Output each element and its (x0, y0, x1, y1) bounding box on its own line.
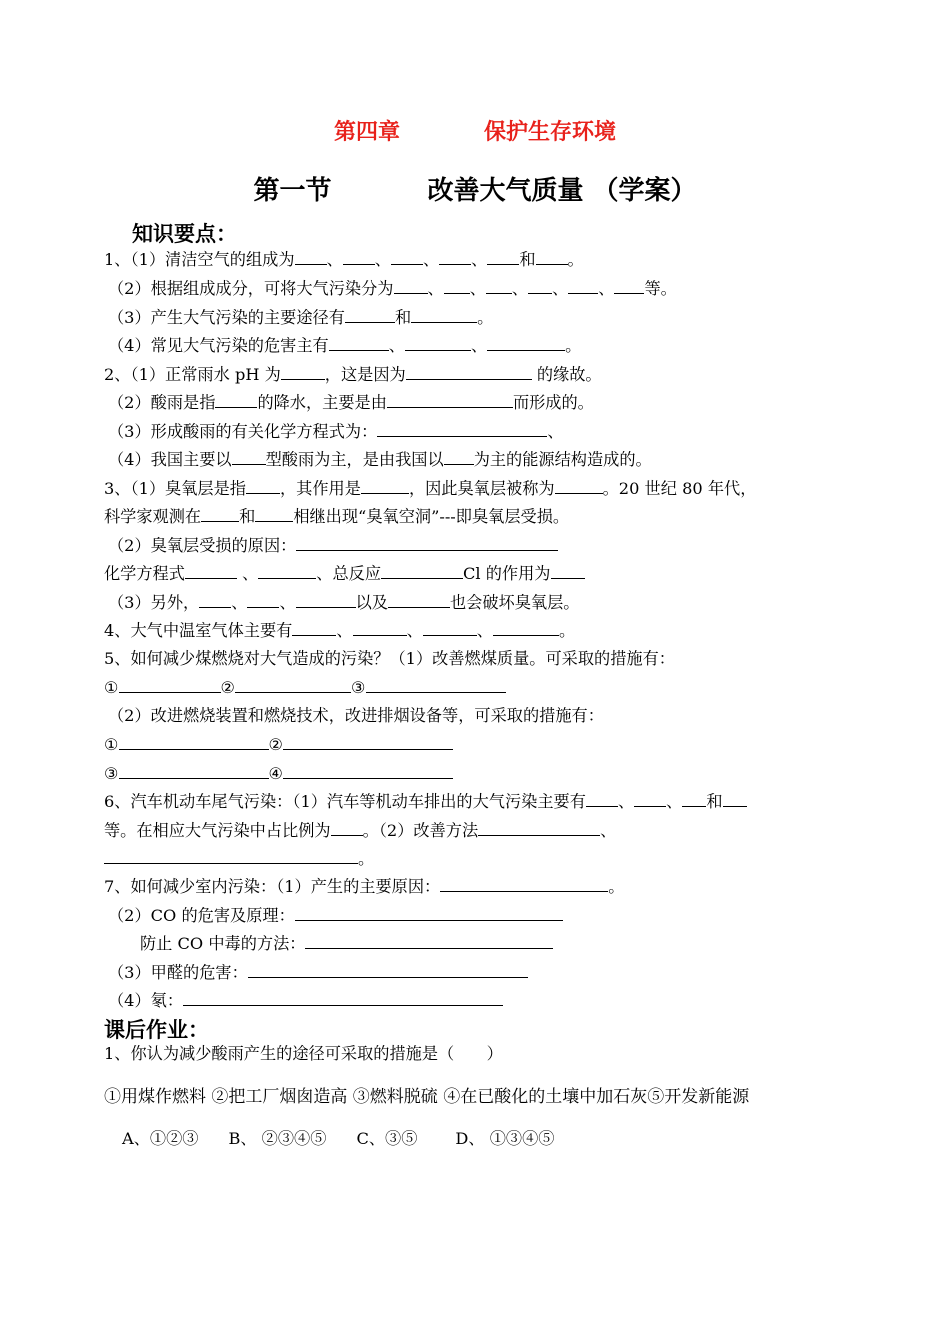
line-text: 、 (406, 621, 423, 640)
q2-2 (108, 392, 594, 413)
q3-2 (108, 535, 558, 556)
line-text: （2）根据组成成分，可将大气污染分为 (108, 279, 394, 298)
answer-blank[interactable] (406, 364, 532, 380)
answer-blank[interactable] (295, 905, 563, 921)
answer-blank[interactable] (586, 791, 618, 807)
line-text: 、 (279, 593, 296, 612)
choice-d: D、 ①③④⑤ (455, 1129, 555, 1148)
line-text: 、 (476, 621, 493, 640)
line-text: 和 (706, 792, 723, 811)
answer-blank[interactable] (343, 249, 375, 265)
answer-blank[interactable] (353, 620, 407, 636)
line-text: （3）甲醛的危害： (108, 963, 248, 982)
q6-1 (104, 791, 747, 812)
line-text: 、 (469, 279, 486, 298)
answer-blank[interactable] (199, 592, 231, 608)
answer-blank[interactable] (366, 677, 506, 693)
line-text: 、 (422, 250, 440, 269)
line-text: 为主的能源结构造成的。 (473, 450, 652, 469)
answer-blank[interactable] (295, 249, 327, 265)
answer-blank[interactable] (292, 620, 336, 636)
chapter-number: 第四章 (333, 119, 400, 145)
answer-blank[interactable] (119, 677, 221, 693)
q6-2 (104, 820, 616, 841)
line-text: ，其作用是 (280, 479, 361, 498)
answer-blank[interactable] (104, 848, 358, 864)
line-text: 。 (558, 621, 576, 640)
homework-choices (122, 1129, 554, 1149)
line-text: 4、大气中温室气体主要有 (104, 621, 293, 640)
line-text: （4）常见大气污染的危害主有 (108, 336, 329, 355)
answer-blank[interactable] (440, 876, 608, 892)
line-text: ，这是因为 (324, 365, 406, 384)
answer-blank[interactable] (246, 478, 280, 494)
answer-blank[interactable] (183, 990, 503, 1006)
line-text: 。 (358, 849, 375, 868)
answer-blank[interactable] (381, 563, 463, 579)
answer-blank[interactable] (119, 734, 269, 750)
answer-blank[interactable] (387, 392, 513, 408)
line-text: 、 (326, 250, 343, 269)
answer-blank[interactable] (388, 592, 450, 608)
line-text: Cl 的作用为 (463, 564, 551, 583)
answer-blank[interactable] (486, 278, 512, 294)
line-text: 5、如何减少煤燃烧对大气造成的污染？（1）改善燃煤质量。可采取的措施有： (104, 649, 675, 668)
answer-blank[interactable] (377, 421, 547, 437)
line-text: 化学方程式 (104, 564, 185, 583)
answer-blank[interactable] (439, 249, 471, 265)
q1-4 (108, 335, 581, 356)
line-text: 6、汽车机动车尾气污染：（1）汽车等机动车排出的大气污染主要有 (104, 792, 586, 811)
line-text: 相继出现“臭氧空洞”---即臭氧层受损。 (293, 507, 570, 526)
answer-blank[interactable] (487, 335, 565, 351)
line-text: 。（2）改善方法 (362, 821, 479, 840)
answer-blank[interactable] (444, 449, 474, 465)
answer-blank[interactable] (444, 278, 470, 294)
line-text: 7、如何减少室内污染：（1）产生的主要原因： (104, 877, 441, 896)
answer-blank[interactable] (394, 278, 428, 294)
answer-blank[interactable] (405, 335, 471, 351)
line-text: 、 (388, 336, 405, 355)
q1-3 (108, 307, 493, 328)
q3-1 (104, 478, 756, 499)
answer-blank[interactable] (551, 563, 585, 579)
section-name: 改善大气质量 （学案） (427, 176, 697, 206)
choice-a: A、①②③ (122, 1129, 199, 1148)
line-text: 、总反应 (316, 564, 382, 583)
line-text: 以及 (355, 593, 388, 612)
answer-blank[interactable] (296, 592, 356, 608)
q7-2 (108, 905, 563, 926)
chapter-name: 保护生存环境 (484, 119, 617, 145)
q7-1 (104, 876, 624, 897)
choice-c: C、③⑤ (356, 1129, 418, 1148)
line-text: （3）另外， (108, 593, 200, 612)
line-text: 、 (552, 279, 569, 298)
answer-blank[interactable] (391, 249, 423, 265)
line-text: ① (104, 735, 119, 754)
line-text: （2）CO 的危害及原理： (108, 906, 295, 925)
line-text: 。 (608, 877, 625, 896)
answer-blank[interactable] (345, 307, 395, 323)
answer-blank[interactable] (283, 734, 453, 750)
line-text: ② (268, 735, 284, 754)
line-text: （4）氡： (108, 991, 184, 1010)
line-text: （3）产生大气污染的主要途径有 (108, 308, 345, 327)
line-text: 1、（1）清洁空气的组成为 (104, 250, 295, 269)
q2-4 (108, 449, 652, 470)
q5-2-blanks-a (104, 734, 453, 755)
homework-question: 1、你认为减少酸雨产生的途径可采取的措施是（ ） (104, 1044, 503, 1063)
answer-blank[interactable] (281, 364, 325, 380)
homework-heading: 课后作业： (104, 1017, 209, 1042)
q4 (104, 620, 575, 641)
line-text: 、 (598, 279, 615, 298)
line-text: 2、（1）正常雨水 pH 为 (104, 365, 281, 384)
line-text: 型酸雨为主，是由我国以 (265, 450, 444, 469)
line-text: （3）形成酸雨的有关化学方程式为： (108, 422, 378, 441)
q7-3 (108, 962, 528, 983)
line-text: （4）我国主要以 (108, 450, 232, 469)
answer-blank[interactable] (423, 620, 477, 636)
answer-blank[interactable] (232, 449, 266, 465)
q5-1 (104, 649, 675, 669)
q5-2 (108, 706, 604, 726)
line-text: 、 (427, 279, 444, 298)
line-text: ③ (351, 678, 366, 697)
line-text: 、 (470, 336, 488, 355)
q7-4 (108, 990, 503, 1011)
answer-blank[interactable] (235, 677, 351, 693)
answer-blank[interactable] (478, 820, 600, 836)
q5-1-blanks (104, 677, 506, 698)
line-text: 、 (547, 422, 564, 441)
answer-blank[interactable] (185, 563, 237, 579)
answer-blank[interactable] (305, 933, 553, 949)
line-text: 的缘故。 (531, 365, 602, 384)
answer-blank[interactable] (682, 791, 706, 807)
line-text: （2）酸雨是指 (108, 393, 216, 412)
line-text: 也会破坏臭氧层。 (450, 593, 580, 612)
line-text: 。 (477, 308, 494, 327)
answer-blank[interactable] (255, 506, 293, 522)
line-text: 。 (565, 336, 582, 355)
answer-blank[interactable] (331, 820, 363, 836)
answer-blank[interactable] (536, 249, 568, 265)
q1-2 (108, 278, 677, 299)
line-text: 、 (236, 564, 259, 583)
line-text: 3、（1）臭氧层是指 (104, 479, 246, 498)
q3-2b (104, 563, 585, 584)
line-text: 、 (666, 792, 683, 811)
line-text: 防止 CO 中毒的方法： (140, 934, 306, 953)
line-text: 等。 (644, 279, 677, 298)
line-text: （2）改进燃烧装置和燃烧技术，改进排烟设备等，可采取的措施有： (108, 706, 604, 725)
line-text: （2）臭氧层受损的原因： (108, 536, 297, 555)
answer-blank[interactable] (568, 278, 598, 294)
line-text: ② (220, 678, 236, 697)
q5-2-blanks-b (104, 763, 453, 784)
answer-blank[interactable] (201, 506, 239, 522)
answer-blank[interactable] (296, 535, 558, 551)
answer-blank[interactable] (215, 392, 257, 408)
line-text: 、 (471, 250, 488, 269)
q3-3 (108, 592, 580, 613)
answer-blank[interactable] (528, 278, 552, 294)
line-text: 而形成的。 (512, 393, 594, 412)
answer-blank[interactable] (119, 763, 269, 779)
line-text: ，因此臭氧层被称为 (408, 479, 555, 498)
answer-blank[interactable] (258, 563, 316, 579)
q6-3 (104, 848, 374, 869)
knowledge-heading: 知识要点： (132, 221, 237, 246)
answer-blank[interactable] (555, 478, 603, 494)
line-text: ④ (268, 764, 284, 783)
line-text: 和 (519, 250, 536, 269)
line-text: ① (104, 678, 119, 697)
answer-blank[interactable] (411, 307, 477, 323)
line-text: 。 (567, 250, 584, 269)
answer-blank[interactable] (487, 249, 519, 265)
line-text: 、 (336, 621, 353, 640)
line-text: 和 (239, 507, 256, 526)
answer-blank[interactable] (248, 962, 528, 978)
answer-blank[interactable] (329, 335, 389, 351)
line-text: 。20 世纪 80 年代， (602, 479, 757, 498)
line-text: 、 (511, 279, 529, 298)
answer-blank[interactable] (723, 791, 747, 807)
line-text: 的降水，主要是由 (257, 393, 387, 412)
section-title (0, 170, 950, 207)
q2-3 (108, 421, 564, 442)
section-number: 第一节 (253, 176, 332, 206)
q3-1b (104, 506, 569, 527)
answer-blank[interactable] (283, 763, 453, 779)
q2-1 (104, 364, 602, 385)
answer-blank[interactable] (614, 278, 644, 294)
answer-blank[interactable] (493, 620, 559, 636)
choice-b: B、 ②③④⑤ (228, 1129, 327, 1148)
line-text: ③ (104, 764, 119, 783)
line-text: 、 (231, 593, 248, 612)
answer-blank[interactable] (634, 791, 666, 807)
line-text: 、 (374, 250, 391, 269)
line-text: 等。在相应大气污染中占比例为 (104, 821, 331, 840)
answer-blank[interactable] (247, 592, 279, 608)
line-text: 科学家观测在 (104, 507, 202, 526)
chapter-title (0, 115, 950, 146)
answer-blank[interactable] (361, 478, 409, 494)
q7-2b (140, 933, 553, 954)
line-text: 和 (394, 308, 412, 327)
homework-options: ①用煤作燃料 ②把工厂烟囱造高 ③燃料脱硫 ④在已酸化的土壤中加石灰⑤开发新能源 (104, 1087, 750, 1107)
line-text: 、 (600, 821, 617, 840)
line-text: 、 (617, 792, 635, 811)
q1-1 (104, 249, 584, 270)
